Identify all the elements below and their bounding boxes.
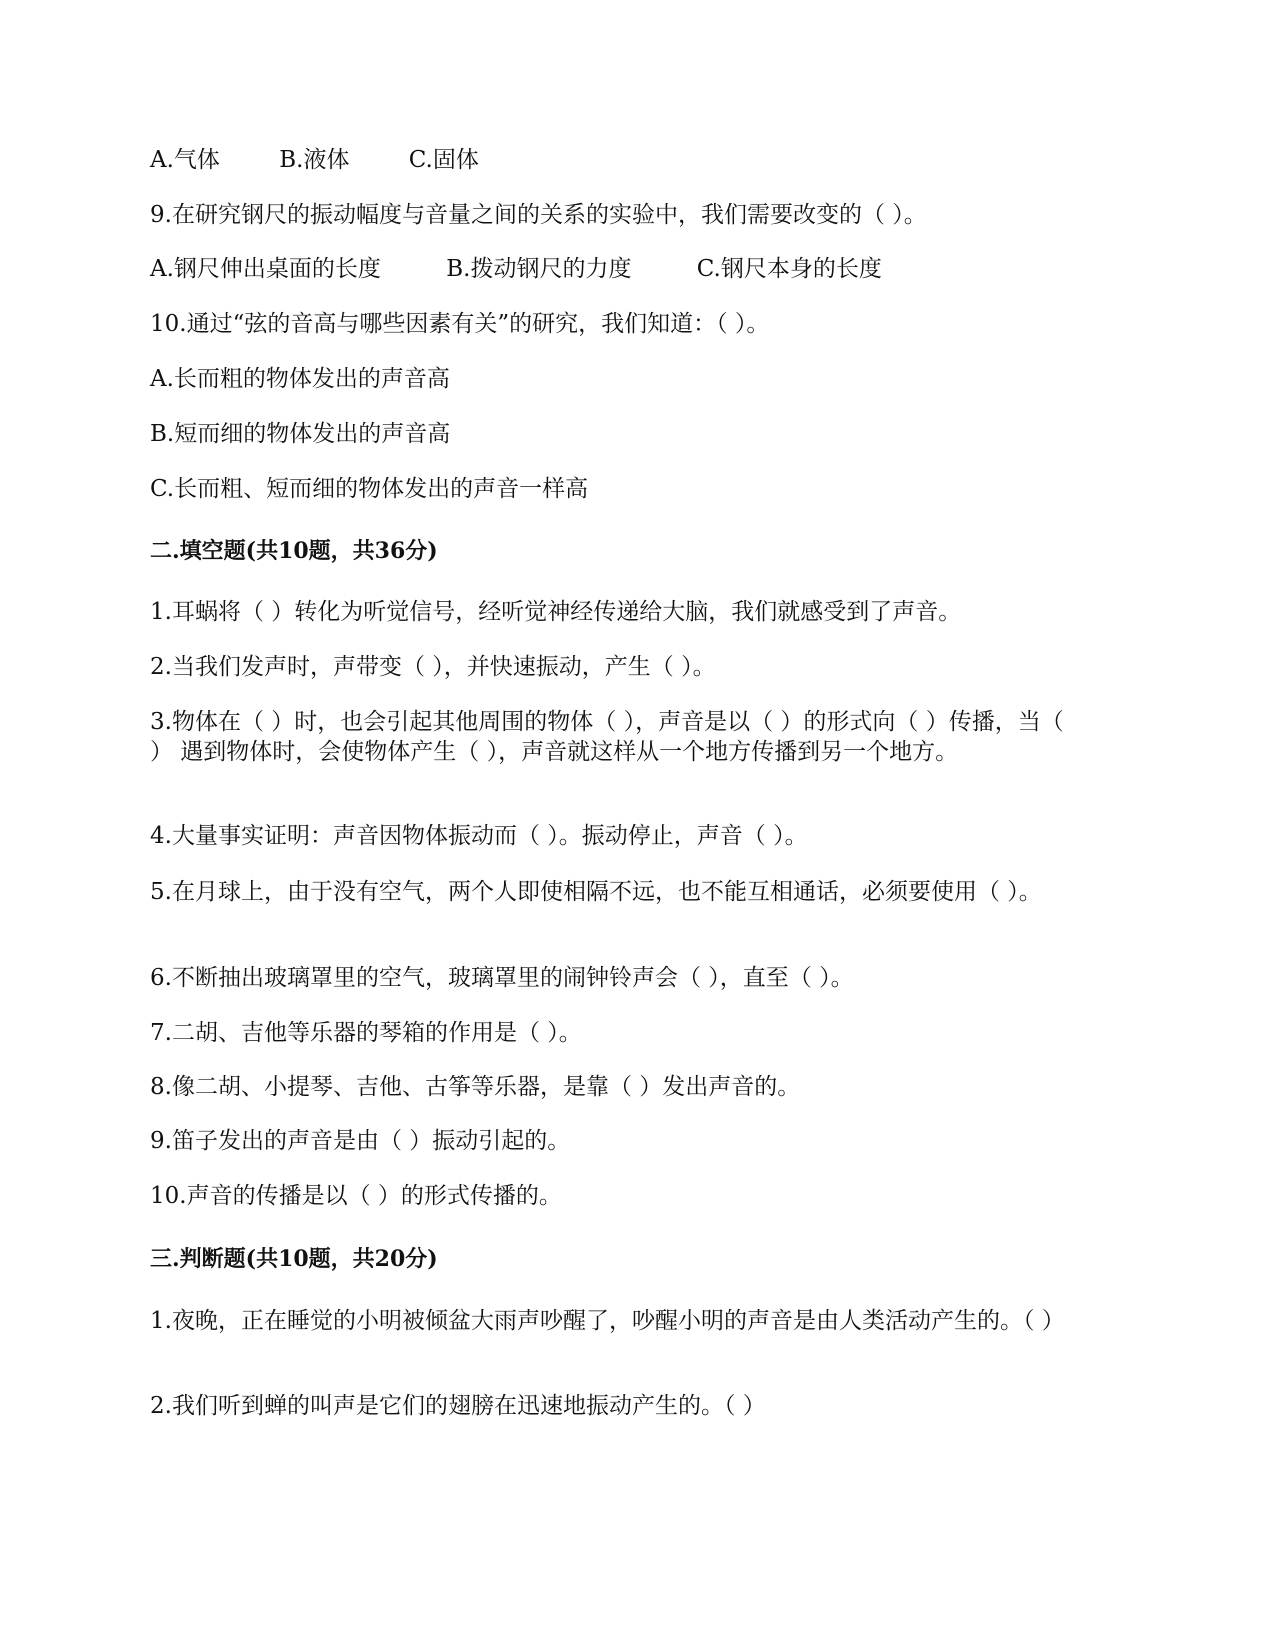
judge-item-1: 1.夜晚，正在睡觉的小明被倾盆大雨声吵醒了，吵醒小明的声音是由人类活动产生的。（ ） — [150, 1308, 1065, 1334]
q9-option-b: B.拨动钢尺的力度 — [446, 256, 632, 282]
q10-option-a: A.长而粗的物体发出的声音高 — [150, 366, 450, 392]
fill-item-4: 4.大量事实证明：声音因物体振动而（ ）。振动停止，声音（ ）。 — [150, 823, 808, 849]
section-2-heading: 二.填空题(共10题，共36分) — [150, 538, 438, 564]
fill-item-7: 7.二胡、吉他等乐器的琴箱的作用是（ ）。 — [150, 1020, 582, 1046]
q10-option-b: B.短而细的物体发出的声音高 — [150, 421, 451, 447]
q8-option-b: B.液体 — [279, 147, 350, 173]
fill-item-6: 6.不断抽出玻璃罩里的空气，玻璃罩里的闹钟铃声会（ ），直至（ ）。 — [150, 965, 854, 991]
fill-item-8: 8.像二胡、小提琴、吉他、古筝等乐器，是靠（ ）发出声音的。 — [150, 1074, 801, 1100]
q10-option-c: C.长而粗、短而细的物体发出的声音一样高 — [150, 476, 589, 502]
q8-options — [150, 146, 1130, 175]
fill-item-3: 3.物体在（ ）时，也会引起其他周围的物体（ ），声音是以（ ）的形式向（ ）传播，当（ ） 遇到物体时，会使物体产生（ ），声音就这样从一个地方传播到另一个地方。 — [150, 709, 1064, 765]
q8-option-a: A.气体 — [150, 147, 220, 173]
q9-stem: 9.在研究钢尺的振动幅度与音量之间的关系的实验中，我们需要改变的（ ）。 — [150, 202, 927, 228]
fill-item-9: 9.笛子发出的声音是由（ ）振动引起的。 — [150, 1128, 571, 1154]
fill-item-5: 5.在月球上，由于没有空气，两个人即使相隔不远，也不能互相通话，必须要使用（ ）。 — [150, 879, 1042, 905]
fill-item-2: 2.当我们发声时，声带变（ ），并快速振动，产生（ ）。 — [150, 654, 716, 680]
q9-options — [150, 255, 1130, 284]
fill-item-1: 1.耳蜗将（ ）转化为听觉信号，经听觉神经传递给大脑，我们就感受到了声音。 — [150, 599, 962, 625]
q9-option-c: C.钢尺本身的长度 — [696, 256, 882, 282]
judge-item-2: 2.我们听到蝉的叫声是它们的翅膀在迅速地振动产生的。（ ） — [150, 1393, 766, 1419]
q9-option-a: A.钢尺伸出桌面的长度 — [150, 256, 381, 282]
q10-stem: 10.通过“弦的音高与哪些因素有关”的研究，我们知道：（ ）。 — [150, 311, 770, 337]
q8-option-c: C.固体 — [408, 147, 479, 173]
section-3-heading: 三.判断题(共10题，共20分) — [150, 1246, 438, 1272]
fill-item-10: 10.声音的传播是以（ ）的形式传播的。 — [150, 1183, 562, 1209]
